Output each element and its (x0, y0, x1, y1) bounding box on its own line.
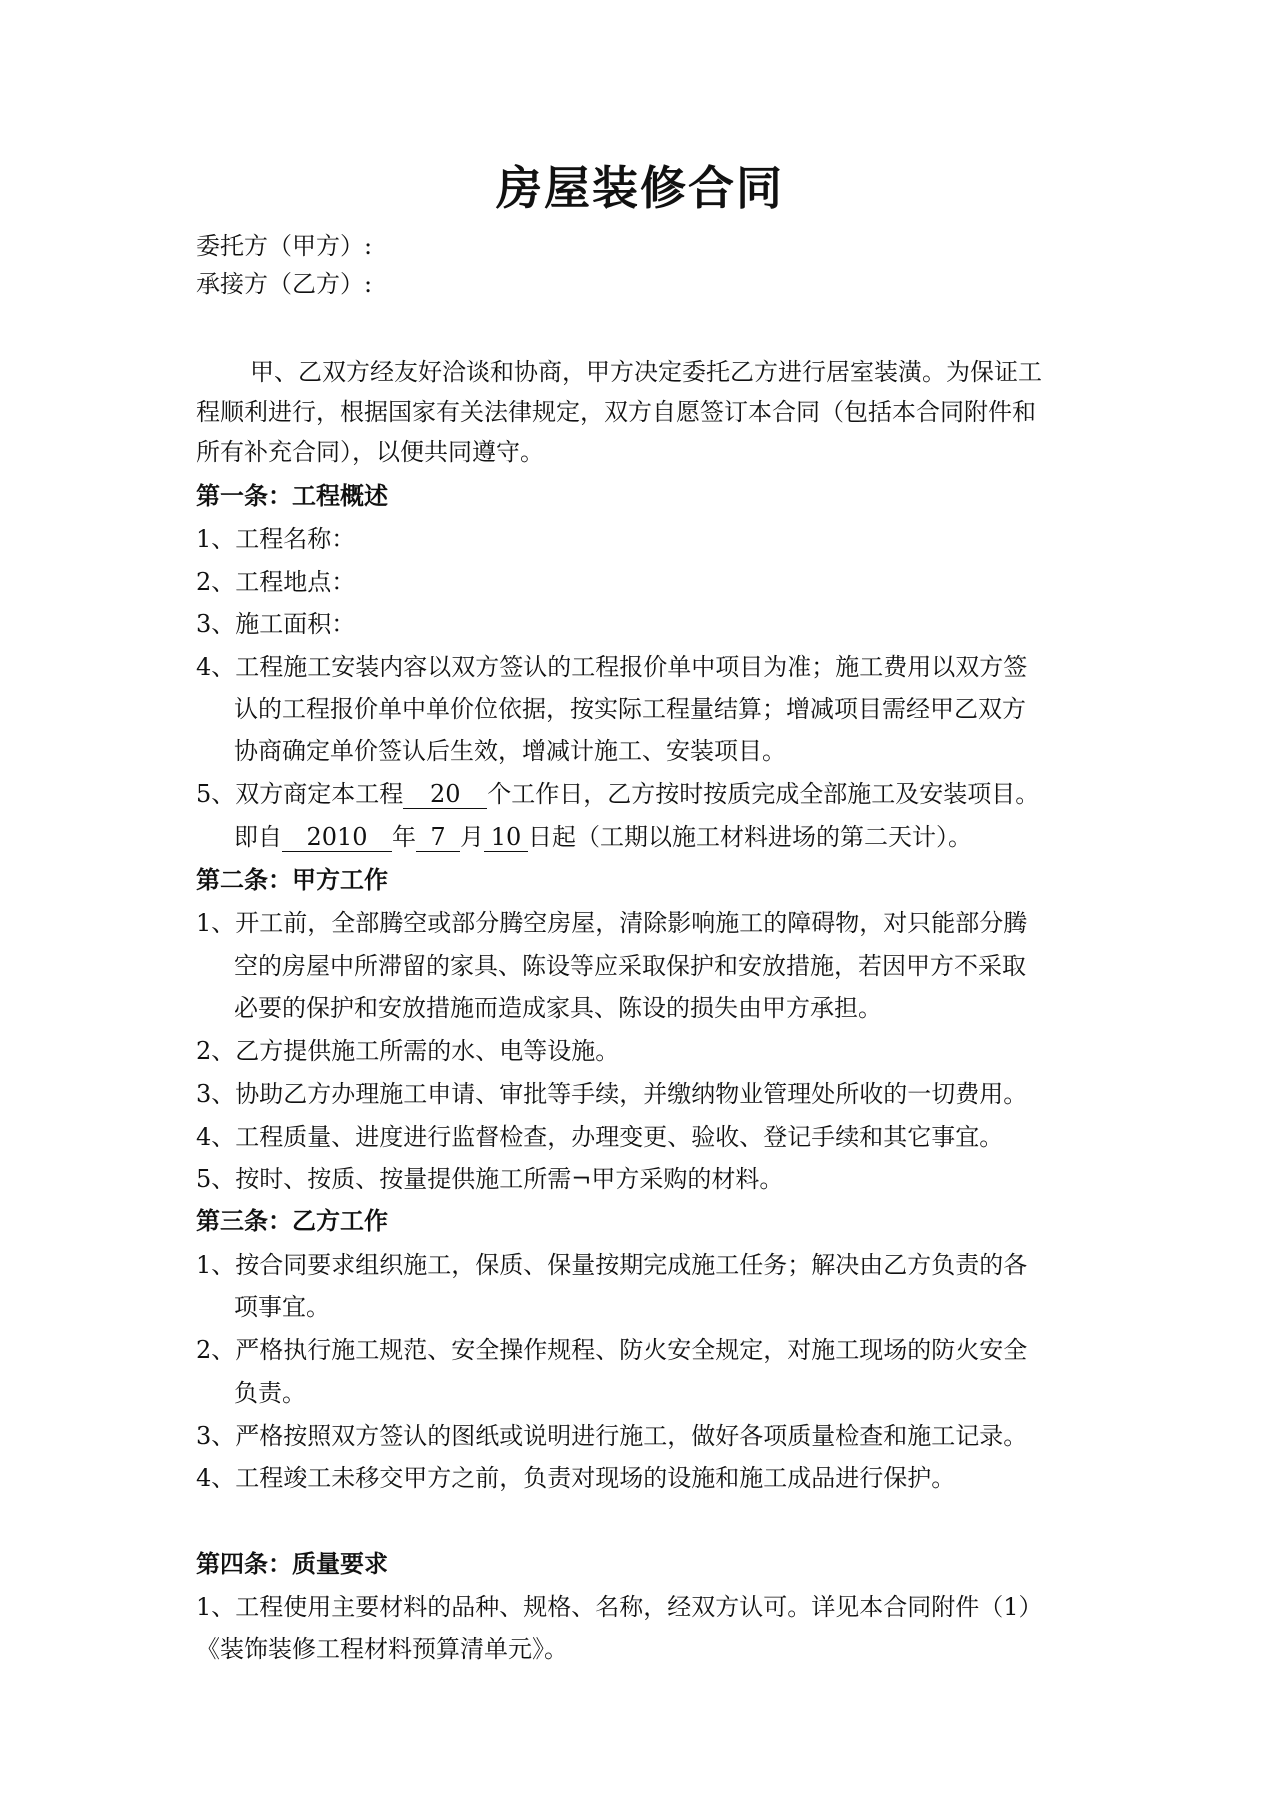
article2-item1-line1: 1、开工前，全部腾空或部分腾空房屋，清除影响施工的障碍物，对只能部分腾 (196, 909, 1028, 937)
article1-item1: 1、工程名称： (196, 525, 356, 553)
article1-item2: 2、工程地点： (196, 568, 356, 596)
document-title: 房屋装修合同 (496, 161, 784, 215)
article3-item4: 4、工程竣工未移交甲方之前，负责对现场的设施和施工成品进行保护。 (196, 1464, 956, 1492)
month-suffix: 月 (460, 823, 484, 851)
article1-item4-line1: 4、工程施工安装内容以双方签认的工程报价单中项目为准；施工费用以双方签 (196, 653, 1028, 681)
article4-item1-line2: 《装饰装修工程材料预算清单元》。 (196, 1635, 568, 1663)
article1-item3: 3、施工面积： (196, 610, 356, 638)
article2-item4: 4、工程质量、进度进行监督检查，办理变更、验收、登记手续和其它事宜。 (196, 1123, 1004, 1151)
article4-item1-line1: 1、工程使用主要材料的品种、规格、名称，经双方认可。详见本合同附件（1） (196, 1593, 1043, 1621)
party-b-label: 承接方（乙方）: (196, 270, 373, 298)
party-a-label: 委托方（甲方）: (196, 232, 373, 260)
article3-item2-line2: 负责。 (234, 1379, 306, 1407)
article2-item1-line2: 空的房屋中所滞留的家具、陈设等应采取保护和安放措施，若因甲方不采取 (234, 952, 1026, 980)
article2-item5: 5、按时、按质、按量提供施工所需¬甲方采购的材料。 (196, 1165, 784, 1193)
article3-item3: 3、严格按照双方签认的图纸或说明进行施工，做好各项质量检查和施工记录。 (196, 1422, 1028, 1450)
article2-item3: 3、协助乙方办理施工申请、审批等手续，并缴纳物业管理处所收的一切费用。 (196, 1080, 1028, 1108)
article2-item1-line3: 必要的保护和安放措施而造成家具、陈设的损失由甲方承担。 (234, 994, 882, 1022)
article2-heading: 第二条：甲方工作 (196, 865, 388, 894)
article3-item1-line2: 项事宜。 (234, 1293, 330, 1321)
article1-heading: 第一条：工程概述 (196, 481, 388, 510)
item5-post-text: 个工作日，乙方按时按质完成全部施工及安装项目。 (487, 780, 1040, 808)
year-suffix: 年 (392, 823, 416, 851)
work-days-value: 20 (403, 780, 487, 809)
intro-line-1: 甲、乙双方经友好洽谈和协商，甲方决定委托乙方进行居室装潢。为保证工 (250, 358, 1042, 386)
article3-item1-line1: 1、按合同要求组织施工，保质、保量按期完成施工任务；解决由乙方负责的各 (196, 1251, 1028, 1279)
day-suffix: 日起（工期以施工材料进场的第二天计）。 (528, 823, 972, 851)
article3-heading: 第三条：乙方工作 (196, 1206, 388, 1235)
start-month-value: 7 (416, 823, 460, 852)
item5-pre-text: 5、双方商定本工程 (196, 780, 404, 808)
start-date-prefix: 即自 (234, 823, 282, 851)
article1-item4-line3: 协商确定单价签认后生效，增减计施工、安装项目。 (234, 737, 786, 765)
article4-heading: 第四条：质量要求 (196, 1549, 388, 1578)
article3-item2-line1: 2、严格执行施工规范、安全操作规程、防火安全规定，对施工现场的防火安全 (196, 1336, 1028, 1364)
intro-line-3: 所有补充合同），以便共同遵守。 (196, 438, 544, 466)
start-day-value: 10 (484, 823, 528, 852)
intro-line-2: 程顺利进行，根据国家有关法律规定，双方自愿签订本合同（包括本合同附件和 (196, 398, 1036, 426)
article1-item5-line2 (234, 817, 972, 857)
article1-item5-line1 (196, 774, 1039, 814)
article1-item4-line2: 认的工程报价单中单价位依据，按实际工程量结算；增减项目需经甲乙双方 (234, 695, 1026, 723)
article2-item2: 2、乙方提供施工所需的水、电等设施。 (196, 1037, 620, 1065)
start-year-value: 2010 (282, 823, 392, 852)
